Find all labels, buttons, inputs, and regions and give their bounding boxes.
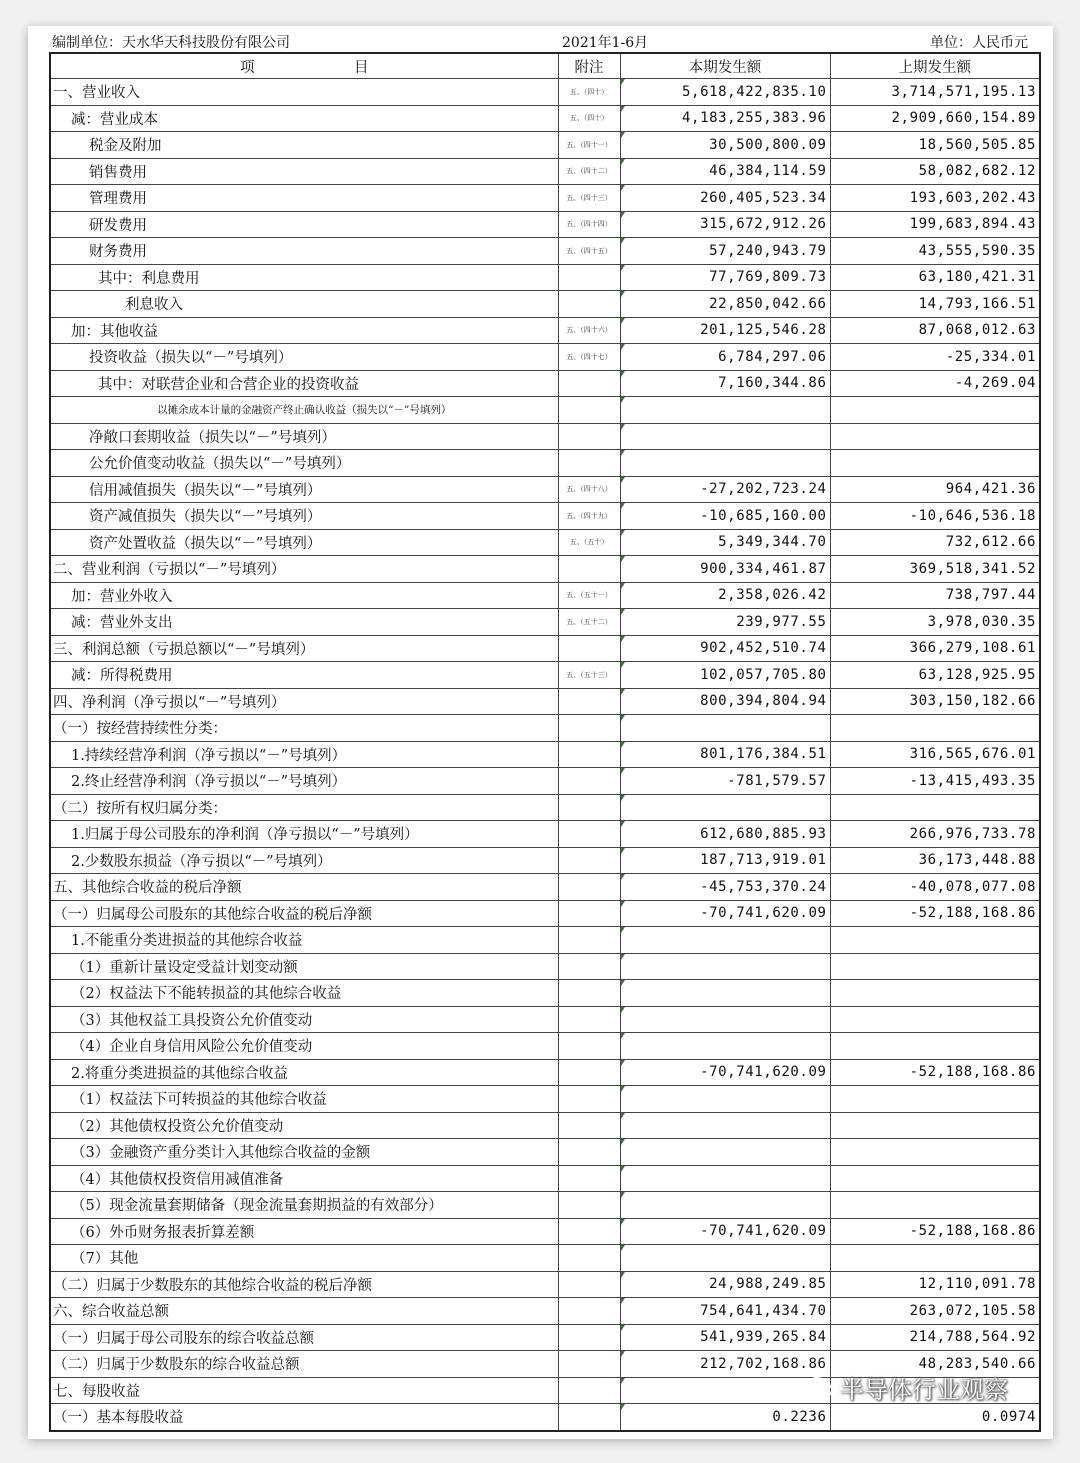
row-prior-amount bbox=[830, 1086, 1040, 1113]
row-label: （一）基本每股收益 bbox=[50, 1404, 558, 1431]
row-label: 二、营业利润（亏损以“－”号填列） bbox=[50, 556, 558, 583]
row-label: （3）金融资产重分类计入其他综合收益的金额 bbox=[50, 1139, 558, 1166]
row-label: （一）归属于母公司股东的综合收益总额 bbox=[50, 1324, 558, 1351]
table-row bbox=[50, 1324, 1040, 1351]
row-note: 五、（四十五） bbox=[558, 238, 620, 265]
row-current-amount: -781,579.57 bbox=[620, 768, 830, 795]
row-current-amount: -70,741,620.09 bbox=[620, 1218, 830, 1245]
row-prior-amount: 366,279,108.61 bbox=[830, 635, 1040, 662]
row-prior-amount: -52,188,168.86 bbox=[830, 900, 1040, 927]
row-prior-amount: 0.0974 bbox=[830, 1404, 1040, 1431]
row-current-amount: 102,057,705.80 bbox=[620, 662, 830, 689]
row-current-amount bbox=[620, 794, 830, 821]
table-row bbox=[50, 582, 1040, 609]
row-current-amount: 541,939,265.84 bbox=[620, 1324, 830, 1351]
row-note bbox=[558, 688, 620, 715]
row-prior-amount bbox=[830, 715, 1040, 742]
row-current-amount: -70,741,620.09 bbox=[620, 1059, 830, 1086]
table-row bbox=[50, 609, 1040, 636]
row-prior-amount: 18,560,505.85 bbox=[830, 132, 1040, 159]
row-prior-amount: 738,797.44 bbox=[830, 582, 1040, 609]
row-prior-amount: -13,415,493.35 bbox=[830, 768, 1040, 795]
statement-header bbox=[28, 26, 1053, 52]
row-prior-amount: 964,421.36 bbox=[830, 476, 1040, 503]
row-note: 五、（四十六） bbox=[558, 317, 620, 344]
table-row bbox=[50, 344, 1040, 371]
row-prior-amount: 316,565,676.01 bbox=[830, 741, 1040, 768]
table-row bbox=[50, 423, 1040, 450]
row-label: 以摊余成本计量的金融资产终止确认收益（损失以“－”号填列） bbox=[50, 397, 558, 424]
row-prior-amount bbox=[830, 1245, 1040, 1272]
row-current-amount: 0.2236 bbox=[620, 1404, 830, 1431]
income-statement-sheet bbox=[28, 26, 1053, 1439]
row-label: 净敞口套期收益（损失以“－”号填列） bbox=[50, 423, 558, 450]
row-label: 六、综合收益总额 bbox=[50, 1298, 558, 1325]
row-note bbox=[558, 450, 620, 477]
col-header-note: 附注 bbox=[558, 53, 620, 79]
row-label: 其中：利息费用 bbox=[50, 264, 558, 291]
table-row bbox=[50, 1006, 1040, 1033]
row-prior-amount: 732,612.66 bbox=[830, 529, 1040, 556]
table-row bbox=[50, 953, 1040, 980]
table-row bbox=[50, 211, 1040, 238]
row-label: 资产处置收益（损失以“－”号填列） bbox=[50, 529, 558, 556]
row-current-amount: -45,753,370.24 bbox=[620, 874, 830, 901]
row-current-amount: 77,769,809.73 bbox=[620, 264, 830, 291]
table-row bbox=[50, 741, 1040, 768]
row-current-amount: 24,988,249.85 bbox=[620, 1271, 830, 1298]
row-label: 销售费用 bbox=[50, 158, 558, 185]
row-current-amount: 902,452,510.74 bbox=[620, 635, 830, 662]
row-current-amount: 2,358,026.42 bbox=[620, 582, 830, 609]
row-prior-amount: 3,714,571,195.13 bbox=[830, 79, 1040, 106]
row-prior-amount: -52,188,168.86 bbox=[830, 1059, 1040, 1086]
row-current-amount: 6,784,297.06 bbox=[620, 344, 830, 371]
row-prior-amount bbox=[830, 1139, 1040, 1166]
row-current-amount: -70,741,620.09 bbox=[620, 900, 830, 927]
row-prior-amount: 369,518,341.52 bbox=[830, 556, 1040, 583]
row-label: 1.归属于母公司股东的净利润（净亏损以“－”号填列） bbox=[50, 821, 558, 848]
row-note bbox=[558, 635, 620, 662]
row-prior-amount: 199,683,894.43 bbox=[830, 211, 1040, 238]
row-current-amount bbox=[620, 980, 830, 1007]
row-note: 五、（五十） bbox=[558, 529, 620, 556]
row-current-amount bbox=[620, 1192, 830, 1219]
row-prior-amount bbox=[830, 1033, 1040, 1060]
row-current-amount bbox=[620, 1245, 830, 1272]
income-statement-table bbox=[49, 52, 1041, 1432]
table-row bbox=[50, 980, 1040, 1007]
table-row bbox=[50, 874, 1040, 901]
col-header-current: 本期发生额 bbox=[620, 53, 830, 79]
row-prior-amount bbox=[830, 953, 1040, 980]
row-label: （二）归属于少数股东的综合收益总额 bbox=[50, 1351, 558, 1378]
row-prior-amount: 87,068,012.63 bbox=[830, 317, 1040, 344]
table-row bbox=[50, 1059, 1040, 1086]
table-row bbox=[50, 688, 1040, 715]
table-row bbox=[50, 291, 1040, 318]
row-current-amount: 800,394,804.94 bbox=[620, 688, 830, 715]
row-label: 资产减值损失（损失以“－”号填列） bbox=[50, 503, 558, 530]
row-note bbox=[558, 1192, 620, 1219]
row-label: 其中：对联营企业和合营企业的投资收益 bbox=[50, 370, 558, 397]
table-row bbox=[50, 1298, 1040, 1325]
table-row bbox=[50, 715, 1040, 742]
table-row bbox=[50, 1192, 1040, 1219]
row-current-amount: 22,850,042.66 bbox=[620, 291, 830, 318]
row-label: 五、其他综合收益的税后净额 bbox=[50, 874, 558, 901]
currency-unit: 单位：人民币元 bbox=[930, 35, 1028, 51]
row-note bbox=[558, 423, 620, 450]
table-row bbox=[50, 794, 1040, 821]
table-row bbox=[50, 927, 1040, 954]
row-note bbox=[558, 847, 620, 874]
table-row bbox=[50, 476, 1040, 503]
row-prior-amount: -52,188,168.86 bbox=[830, 1218, 1040, 1245]
row-note: 五、（四十九） bbox=[558, 503, 620, 530]
row-note bbox=[558, 1006, 620, 1033]
row-current-amount bbox=[620, 1165, 830, 1192]
row-label: 七、每股收益 bbox=[50, 1377, 558, 1404]
org-name: 编制单位：天水华天科技股份有限公司 bbox=[52, 35, 290, 51]
row-current-amount bbox=[620, 1006, 830, 1033]
row-current-amount: 201,125,546.28 bbox=[620, 317, 830, 344]
row-note: 五、（四十八） bbox=[558, 476, 620, 503]
row-label: 财务费用 bbox=[50, 238, 558, 265]
row-label: 减：营业成本 bbox=[50, 105, 558, 132]
row-label: 信用减值损失（损失以“－”号填列） bbox=[50, 476, 558, 503]
row-label: 2.将重分类进损益的其他综合收益 bbox=[50, 1059, 558, 1086]
row-note bbox=[558, 291, 620, 318]
table-row bbox=[50, 1218, 1040, 1245]
row-note bbox=[558, 741, 620, 768]
row-prior-amount: 14,793,166.51 bbox=[830, 291, 1040, 318]
row-prior-amount: 36,173,448.88 bbox=[830, 847, 1040, 874]
table-row bbox=[50, 185, 1040, 212]
row-note bbox=[558, 1059, 620, 1086]
row-label: 公允价值变动收益（损失以“－”号填列） bbox=[50, 450, 558, 477]
row-prior-amount: -4,269.04 bbox=[830, 370, 1040, 397]
row-prior-amount bbox=[830, 397, 1040, 424]
row-current-amount bbox=[620, 1377, 830, 1404]
row-label: 1.不能重分类进损益的其他综合收益 bbox=[50, 927, 558, 954]
row-prior-amount: 43,555,590.35 bbox=[830, 238, 1040, 265]
table-row bbox=[50, 264, 1040, 291]
row-note bbox=[558, 1165, 620, 1192]
row-current-amount bbox=[620, 1112, 830, 1139]
row-label: 减：营业外支出 bbox=[50, 609, 558, 636]
row-note: 五、（五十三） bbox=[558, 662, 620, 689]
row-current-amount: 801,176,384.51 bbox=[620, 741, 830, 768]
row-label: （二）按所有权归属分类： bbox=[50, 794, 558, 821]
row-note bbox=[558, 980, 620, 1007]
row-prior-amount: 58,082,682.12 bbox=[830, 158, 1040, 185]
row-note bbox=[558, 927, 620, 954]
row-label: （6）外币财务报表折算差额 bbox=[50, 1218, 558, 1245]
table-row bbox=[50, 768, 1040, 795]
row-current-amount bbox=[620, 953, 830, 980]
watermark-text: 半导体行业观察 bbox=[840, 1376, 1008, 1404]
row-label: （5）现金流量套期储备（现金流量套期损益的有效部分） bbox=[50, 1192, 558, 1219]
row-note: 五、（四十四） bbox=[558, 211, 620, 238]
row-prior-amount: 193,603,202.43 bbox=[830, 185, 1040, 212]
row-current-amount bbox=[620, 1139, 830, 1166]
row-current-amount: 900,334,461.87 bbox=[620, 556, 830, 583]
row-label: （二）归属于少数股东的其他综合收益的税后净额 bbox=[50, 1271, 558, 1298]
row-prior-amount: 263,072,105.58 bbox=[830, 1298, 1040, 1325]
row-label: （4）其他债权投资信用减值准备 bbox=[50, 1165, 558, 1192]
row-note bbox=[558, 1298, 620, 1325]
table-row bbox=[50, 900, 1040, 927]
table-row bbox=[50, 1139, 1040, 1166]
row-prior-amount bbox=[830, 1112, 1040, 1139]
row-current-amount: 30,500,800.09 bbox=[620, 132, 830, 159]
row-note bbox=[558, 264, 620, 291]
row-note bbox=[558, 1139, 620, 1166]
row-note bbox=[558, 821, 620, 848]
row-label: 四、净利润（净亏损以“－”号填列） bbox=[50, 688, 558, 715]
table-row bbox=[50, 1271, 1040, 1298]
table-row bbox=[50, 1165, 1040, 1192]
row-current-amount: 5,618,422,835.10 bbox=[620, 79, 830, 106]
row-label: （一）归属母公司股东的其他综合收益的税后净额 bbox=[50, 900, 558, 927]
row-current-amount: 212,702,168.86 bbox=[620, 1351, 830, 1378]
row-label: 一、营业收入 bbox=[50, 79, 558, 106]
row-prior-amount bbox=[830, 1006, 1040, 1033]
row-prior-amount: 303,150,182.66 bbox=[830, 688, 1040, 715]
row-note bbox=[558, 1404, 620, 1431]
table-row bbox=[50, 1245, 1040, 1272]
row-label: （3）其他权益工具投资公允价值变动 bbox=[50, 1006, 558, 1033]
table-row bbox=[50, 158, 1040, 185]
table-row bbox=[50, 105, 1040, 132]
row-current-amount bbox=[620, 397, 830, 424]
table-row bbox=[50, 317, 1040, 344]
row-prior-amount: 63,180,421.31 bbox=[830, 264, 1040, 291]
row-current-amount: -27,202,723.24 bbox=[620, 476, 830, 503]
row-prior-amount: 214,788,564.92 bbox=[830, 1324, 1040, 1351]
row-prior-amount bbox=[830, 1192, 1040, 1219]
row-label: 加：其他收益 bbox=[50, 317, 558, 344]
row-note bbox=[558, 1271, 620, 1298]
row-label: 研发费用 bbox=[50, 211, 558, 238]
row-note bbox=[558, 1086, 620, 1113]
table-row bbox=[50, 503, 1040, 530]
row-label: 投资收益（损失以“－”号填列） bbox=[50, 344, 558, 371]
row-label: （1）重新计量设定受益计划变动额 bbox=[50, 953, 558, 980]
row-prior-amount bbox=[830, 980, 1040, 1007]
row-note: 五、（四十一） bbox=[558, 132, 620, 159]
table-row bbox=[50, 370, 1040, 397]
row-note: 五、（五十一） bbox=[558, 582, 620, 609]
row-label: （4）企业自身信用风险公允价值变动 bbox=[50, 1033, 558, 1060]
row-note bbox=[558, 1245, 620, 1272]
row-prior-amount: 3,978,030.35 bbox=[830, 609, 1040, 636]
row-current-amount: 4,183,255,383.96 bbox=[620, 105, 830, 132]
row-note bbox=[558, 874, 620, 901]
row-label: 2.少数股东损益（净亏损以“－”号填列） bbox=[50, 847, 558, 874]
row-note bbox=[558, 900, 620, 927]
row-prior-amount bbox=[830, 927, 1040, 954]
row-note bbox=[558, 1033, 620, 1060]
table-row bbox=[50, 662, 1040, 689]
table-row bbox=[50, 132, 1040, 159]
row-label: 管理费用 bbox=[50, 185, 558, 212]
table-header-row bbox=[50, 53, 1040, 79]
report-period: 2021年1-6月 bbox=[562, 35, 649, 51]
row-current-amount: 260,405,523.34 bbox=[620, 185, 830, 212]
table-row bbox=[50, 847, 1040, 874]
table-row bbox=[50, 397, 1040, 424]
row-note bbox=[558, 1218, 620, 1245]
row-label: 税金及附加 bbox=[50, 132, 558, 159]
row-prior-amount: -40,078,077.08 bbox=[830, 874, 1040, 901]
row-prior-amount bbox=[830, 450, 1040, 477]
row-prior-amount: 266,976,733.78 bbox=[830, 821, 1040, 848]
row-label: （1）权益法下可转损益的其他综合收益 bbox=[50, 1086, 558, 1113]
row-note bbox=[558, 1112, 620, 1139]
row-label: 1.持续经营净利润（净亏损以“－”号填列） bbox=[50, 741, 558, 768]
row-note: 五、（四十） bbox=[558, 105, 620, 132]
table-row bbox=[50, 1404, 1040, 1431]
row-label: 2.终止经营净利润（净亏损以“－”号填列） bbox=[50, 768, 558, 795]
row-note: 五、（四十七） bbox=[558, 344, 620, 371]
row-label: （一）按经营持续性分类： bbox=[50, 715, 558, 742]
row-current-amount: 7,160,344.86 bbox=[620, 370, 830, 397]
row-prior-amount: 12,110,091.78 bbox=[830, 1271, 1040, 1298]
row-current-amount bbox=[620, 1086, 830, 1113]
row-note: 五、（四十二） bbox=[558, 158, 620, 185]
row-label: 减：所得税费用 bbox=[50, 662, 558, 689]
row-note bbox=[558, 1377, 620, 1404]
table-row bbox=[50, 529, 1040, 556]
row-label: 三、利润总额（亏损总额以“－”号填列） bbox=[50, 635, 558, 662]
row-note bbox=[558, 794, 620, 821]
row-note bbox=[558, 1351, 620, 1378]
row-note bbox=[558, 556, 620, 583]
row-prior-amount: -25,334.01 bbox=[830, 344, 1040, 371]
row-prior-amount: 48,283,540.66 bbox=[830, 1351, 1040, 1378]
row-current-amount: 239,977.55 bbox=[620, 609, 830, 636]
row-note: 五、（四十） bbox=[558, 79, 620, 106]
col-header-prior: 上期发生额 bbox=[830, 53, 1040, 79]
row-current-amount: 5,349,344.70 bbox=[620, 529, 830, 556]
row-current-amount bbox=[620, 450, 830, 477]
table-body bbox=[50, 79, 1040, 1431]
wechat-watermark bbox=[806, 1370, 1008, 1405]
row-note: 五、（四十三） bbox=[558, 185, 620, 212]
table-row bbox=[50, 1086, 1040, 1113]
row-label: （2）权益法下不能转损益的其他综合收益 bbox=[50, 980, 558, 1007]
row-current-amount: 754,641,434.70 bbox=[620, 1298, 830, 1325]
row-current-amount bbox=[620, 927, 830, 954]
table-row bbox=[50, 635, 1040, 662]
row-note bbox=[558, 715, 620, 742]
row-current-amount bbox=[620, 715, 830, 742]
table-row bbox=[50, 1112, 1040, 1139]
row-current-amount bbox=[620, 423, 830, 450]
row-current-amount: 612,680,885.93 bbox=[620, 821, 830, 848]
wechat-icon bbox=[806, 1376, 834, 1400]
table-row bbox=[50, 821, 1040, 848]
row-label: 利息收入 bbox=[50, 291, 558, 318]
row-prior-amount: 2,909,660,154.89 bbox=[830, 105, 1040, 132]
row-current-amount bbox=[620, 1033, 830, 1060]
row-prior-amount bbox=[830, 1165, 1040, 1192]
row-note bbox=[558, 370, 620, 397]
row-prior-amount: -10,646,536.18 bbox=[830, 503, 1040, 530]
row-current-amount: 46,384,114.59 bbox=[620, 158, 830, 185]
table-row bbox=[50, 79, 1040, 106]
table-row bbox=[50, 238, 1040, 265]
row-note bbox=[558, 768, 620, 795]
row-current-amount: 57,240,943.79 bbox=[620, 238, 830, 265]
row-current-amount: 315,672,912.26 bbox=[620, 211, 830, 238]
table-row bbox=[50, 1033, 1040, 1060]
row-note: 五、（五十二） bbox=[558, 609, 620, 636]
row-label: 加：营业外收入 bbox=[50, 582, 558, 609]
table-row bbox=[50, 450, 1040, 477]
row-prior-amount: 63,128,925.95 bbox=[830, 662, 1040, 689]
row-prior-amount bbox=[830, 423, 1040, 450]
col-header-item: 项 目 bbox=[50, 53, 558, 79]
row-current-amount: -10,685,160.00 bbox=[620, 503, 830, 530]
row-note bbox=[558, 1324, 620, 1351]
row-prior-amount bbox=[830, 794, 1040, 821]
row-note bbox=[558, 397, 620, 424]
row-note bbox=[558, 953, 620, 980]
table-row bbox=[50, 556, 1040, 583]
row-current-amount: 187,713,919.01 bbox=[620, 847, 830, 874]
row-label: （2）其他债权投资公允价值变动 bbox=[50, 1112, 558, 1139]
row-label: （7）其他 bbox=[50, 1245, 558, 1272]
